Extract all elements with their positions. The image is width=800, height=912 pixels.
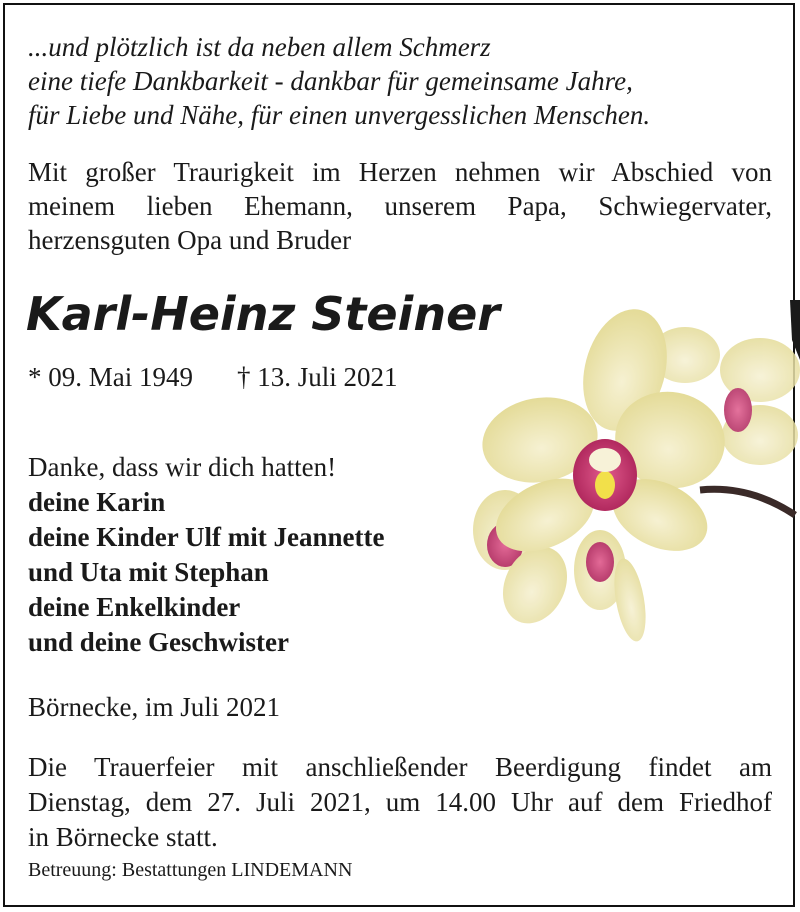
thanks-line: Danke, dass wir dich hatten! xyxy=(28,452,337,482)
funeral-line: Die Trauerfeier mit anschließender Beerdigung findet am xyxy=(28,752,772,782)
poem-line: ...und plötzlich ist da neben allem Schmerz xyxy=(28,32,491,62)
intro-text xyxy=(28,155,772,257)
birth-date: * 09. Mai 1949 xyxy=(28,362,193,392)
thanks-block xyxy=(28,450,384,660)
mourner-line: und Uta mit Stephan xyxy=(28,557,269,587)
poem xyxy=(28,30,768,132)
funeral-line: Dienstag, dem 27. Juli 2021, um 14.00 Uhr auf dem Friedhof xyxy=(28,787,772,817)
death-date: † 13. Juli 2021 xyxy=(237,362,398,392)
orchid-flower-icon xyxy=(460,300,800,650)
mourner-line: und deine Geschwister xyxy=(28,627,290,657)
mourner-line: deine Kinder Ulf mit Jeannette xyxy=(28,522,385,552)
poem-line: für Liebe und Nähe, für einen unvergesslichen Menschen. xyxy=(28,100,651,130)
poem-line: eine tiefe Dankbarkeit - dankbar für gemeinsame Jahre, xyxy=(28,66,633,96)
mourner-line: deine Enkelkinder xyxy=(28,592,241,622)
intro-line: herzensguten Opa und Bruder xyxy=(28,225,352,255)
funeral-line: in Börnecke statt. xyxy=(28,822,218,852)
deceased-name: Karl-Heinz Steiner xyxy=(26,287,500,341)
mourner-line: deine Karin xyxy=(28,487,166,517)
intro-line: meinem lieben Ehemann, unserem Papa, Schwiegervater, xyxy=(28,191,772,221)
life-dates xyxy=(28,362,398,393)
place-date: Börnecke, im Juli 2021 xyxy=(28,692,280,722)
funeral-info xyxy=(28,750,772,855)
intro-line: Mit großer Traurigkeit im Herzen nehmen wir Abschied von xyxy=(28,157,772,187)
undertaker-credit: Betreuung: Bestattungen LINDEMANN xyxy=(28,859,353,881)
